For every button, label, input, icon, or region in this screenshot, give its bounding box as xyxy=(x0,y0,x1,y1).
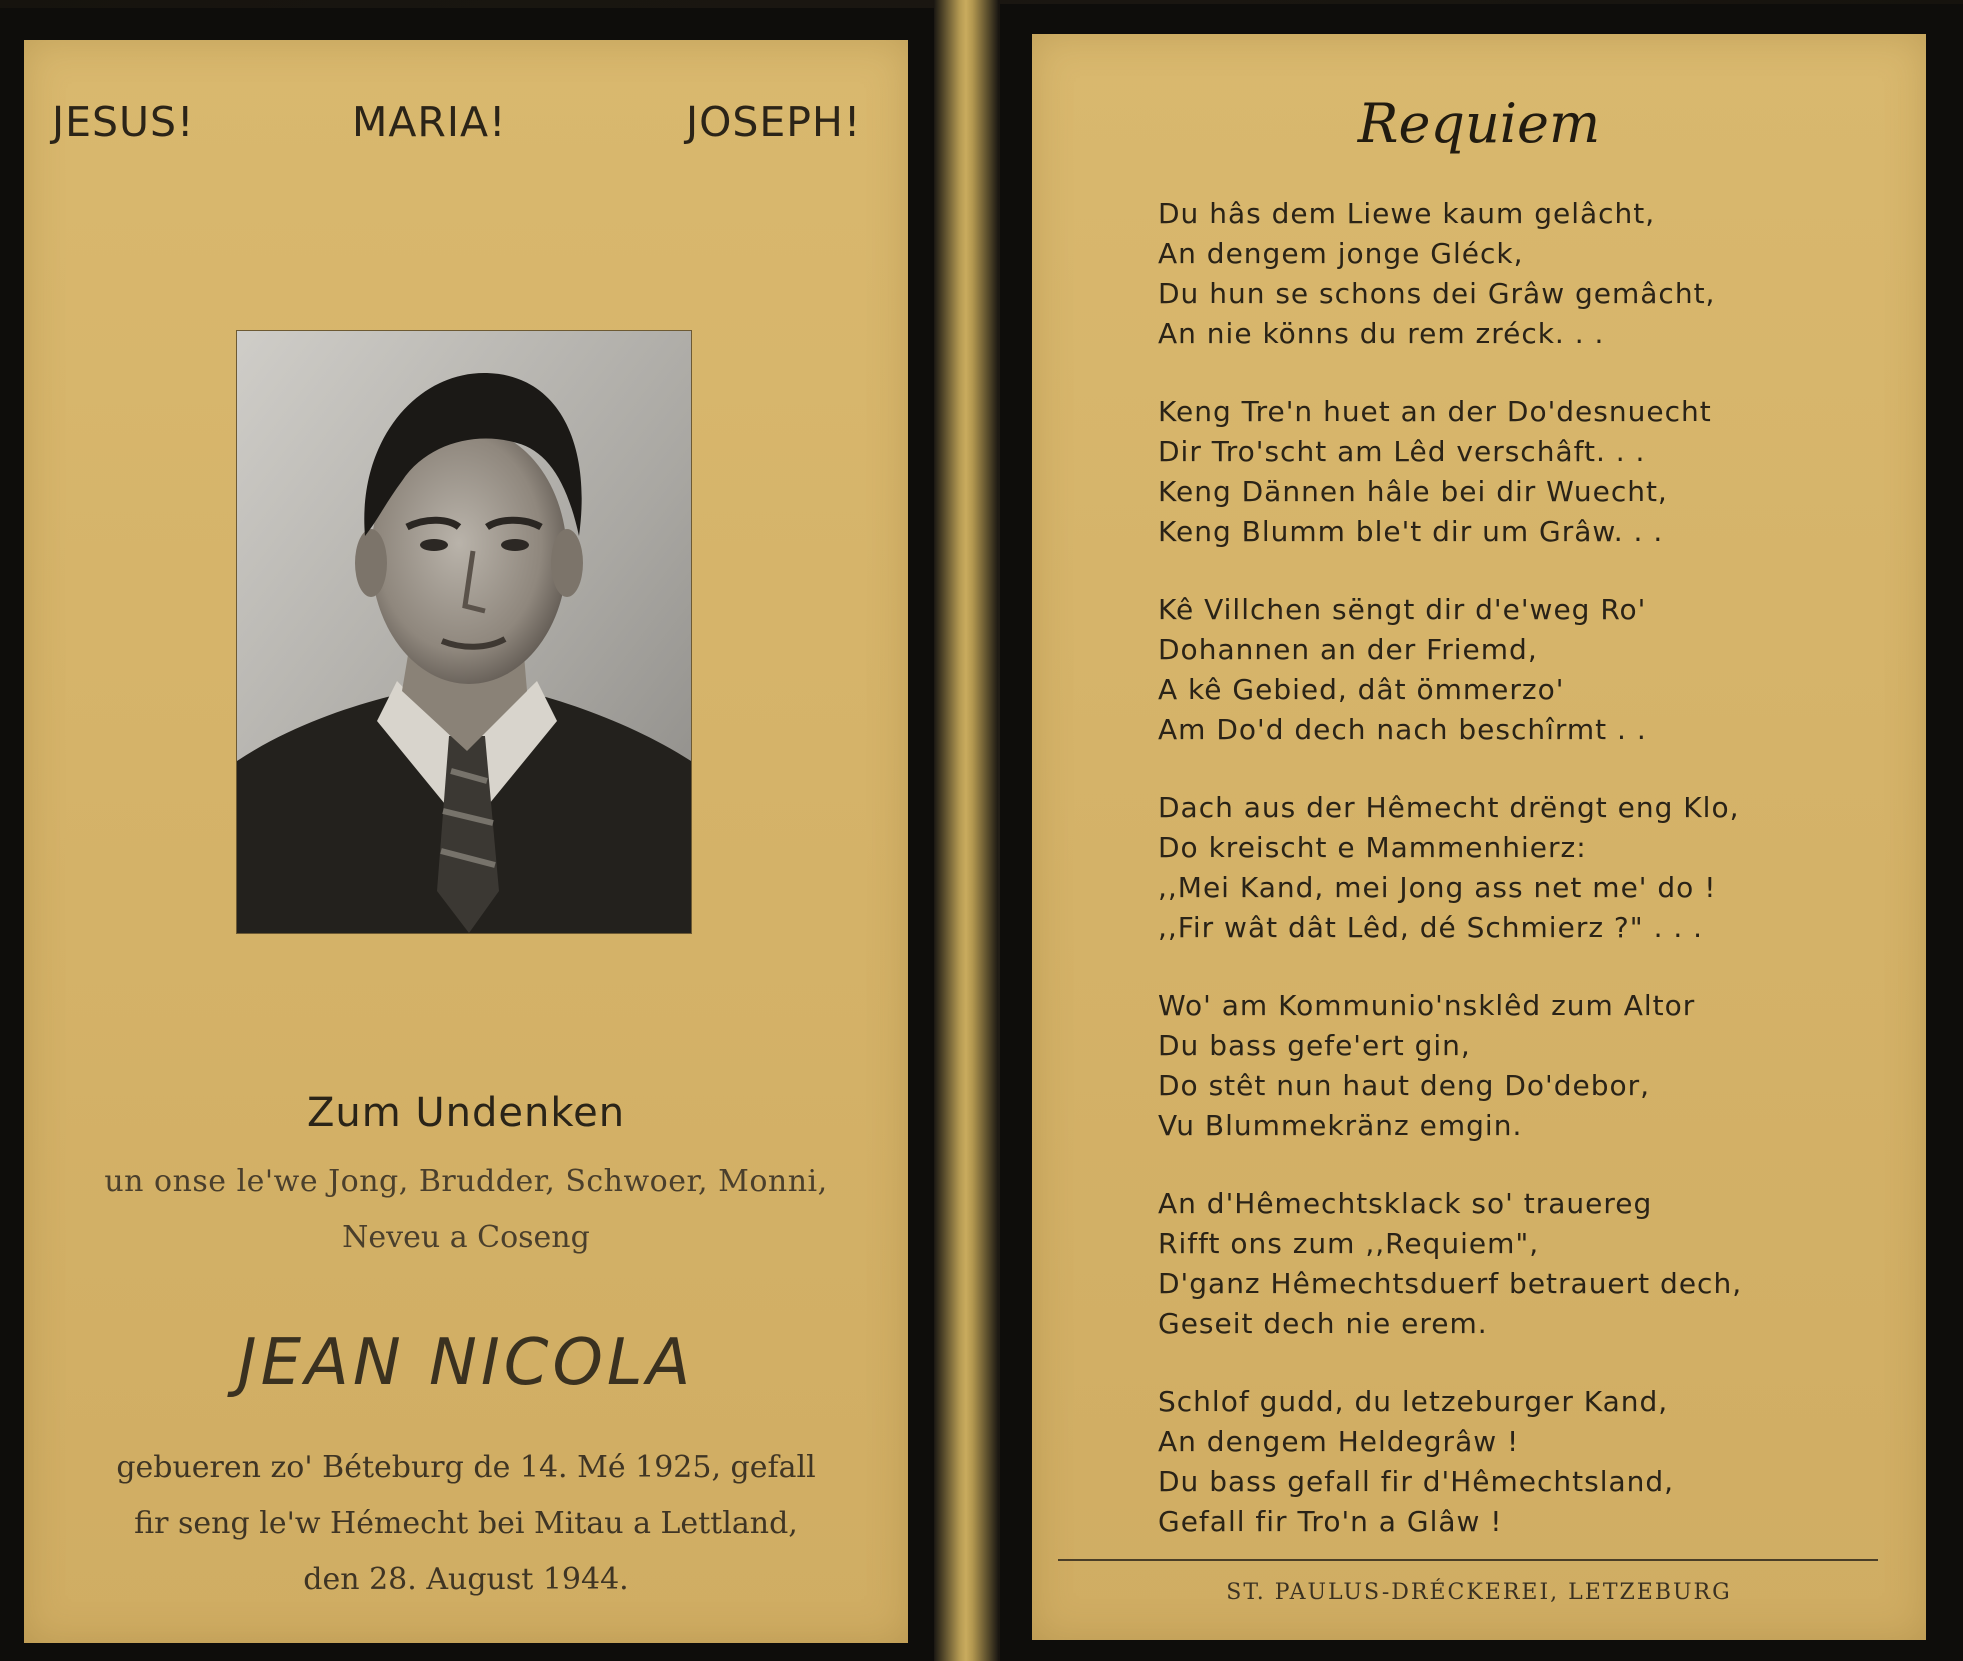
header-invocation xyxy=(24,98,908,158)
portrait-photo xyxy=(236,330,692,934)
poem-stanza xyxy=(1158,194,1898,354)
poem-verse: Gefall fir Tro'n a Glâw ! xyxy=(1158,1505,1503,1538)
poem-verse: Keng Tre'n huet an der Do'desnuecht xyxy=(1158,395,1712,428)
poem-stanza xyxy=(1158,392,1898,552)
memorial-card-back xyxy=(1032,34,1926,1640)
requiem-poem xyxy=(1158,194,1898,1580)
poem-verse: Keng Dännen hâle bei dir Wuecht, xyxy=(1158,475,1668,508)
memorial-card-front xyxy=(24,40,908,1643)
page-gutter xyxy=(934,0,998,1661)
memorial-heading: Zum Undenken xyxy=(306,1090,626,1136)
right-card-border xyxy=(1000,4,1963,1661)
poem-verse: Schlof gudd, du letzeburger Kand, xyxy=(1158,1385,1669,1418)
deceased-name: JEAN NICOLA xyxy=(237,1326,695,1400)
memorial-relations: un onse le'we Jong, Brudder, Schwoer, Monni, xyxy=(104,1164,828,1199)
poem-stanza xyxy=(1158,590,1898,750)
poem-verse: Dir Tro'scht am Lêd verschâft. . . xyxy=(1158,435,1646,468)
poem-verse: D'ganz Hêmechtsduerf betrauert dech, xyxy=(1158,1267,1743,1300)
poem-verse: An dengem Heldegrâw ! xyxy=(1158,1425,1520,1458)
poem-verse: Am Do'd dech nach beschîrmt . . xyxy=(1158,713,1647,746)
birth-death-text xyxy=(24,1440,908,1608)
left-card-border xyxy=(0,8,944,1661)
poem-verse: Du hâs dem Liewe kaum gelâcht, xyxy=(1158,197,1656,230)
poem-stanza xyxy=(1158,1382,1898,1542)
poem-stanza xyxy=(1158,1184,1898,1344)
poem-verse: Dach aus der Hêmecht drëngt eng Klo, xyxy=(1158,791,1740,824)
poem-verse: Keng Blumm ble't dir um Grâw. . . xyxy=(1158,515,1664,548)
header-word-joseph: JOSEPH! xyxy=(686,98,862,146)
poem-verse: Do stêt nun haut deng Do'debor, xyxy=(1158,1069,1651,1102)
portrait-illustration xyxy=(237,331,691,933)
poem-verse: Du bass gefe'ert gin, xyxy=(1158,1029,1471,1062)
printer-divider xyxy=(1058,1559,1878,1561)
birth-death-line: gebueren zo' Béteburg de 14. Mé 1925, gefall xyxy=(116,1450,816,1485)
poem-title: Requiem xyxy=(1357,92,1601,155)
poem-verse: Rifft ons zum ,,Requiem", xyxy=(1158,1227,1540,1260)
birth-death-line: fir seng le'w Hémecht bei Mitau a Lettland, xyxy=(134,1506,798,1541)
memorial-relations-cont: Neveu a Coseng xyxy=(342,1220,590,1255)
poem-verse: An nie könns du rem zréck. . . xyxy=(1158,317,1605,350)
poem-stanza xyxy=(1158,788,1898,948)
header-word-maria: MARIA! xyxy=(352,98,507,146)
poem-verse: An dengem jonge Gléck, xyxy=(1158,237,1524,270)
poem-verse: An d'Hêmechtsklack so' trauereg xyxy=(1158,1187,1653,1220)
poem-stanza xyxy=(1158,986,1898,1146)
poem-verse: ,,Mei Kand, mei Jong ass net me' do ! xyxy=(1158,871,1717,904)
poem-verse: Kê Villchen sëngt dir d'e'weg Ro' xyxy=(1158,593,1647,626)
printer-credit: ST. PAULUS-DRÉCKEREI, LETZEBURG xyxy=(1226,1580,1732,1605)
poem-verse: Geseit dech nie erem. xyxy=(1158,1307,1488,1340)
poem-verse: ,,Fir wât dât Lêd, dé Schmierz ?" . . . xyxy=(1158,911,1704,944)
birth-death-line: den 28. August 1944. xyxy=(303,1562,629,1597)
poem-verse: Dohannen an der Friemd, xyxy=(1158,633,1538,666)
poem-verse: Do kreischt e Mammenhierz: xyxy=(1158,831,1587,864)
poem-verse: Du bass gefall fir d'Hêmechtsland, xyxy=(1158,1465,1675,1498)
header-word-jesus: JESUS! xyxy=(52,98,195,146)
poem-verse: Wo' am Kommunio'nsklêd zum Altor xyxy=(1158,989,1696,1022)
poem-verse: A kê Gebied, dât ömmerzo' xyxy=(1158,673,1565,706)
poem-verse: Vu Blummekränz emgin. xyxy=(1158,1109,1523,1142)
poem-verse: Du hun se schons dei Grâw gemâcht, xyxy=(1158,277,1716,310)
